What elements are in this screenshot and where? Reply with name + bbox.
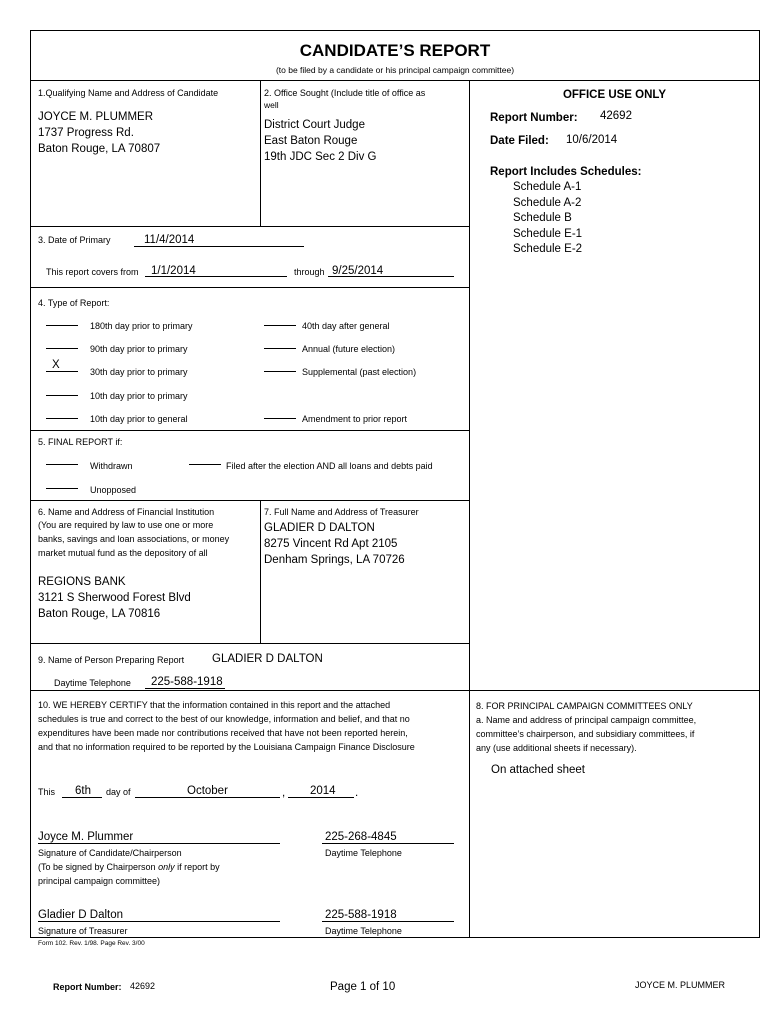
divider-office-column xyxy=(469,80,470,690)
candidate-signature-note: (To be signed by Chairperson only if report by xyxy=(38,862,220,872)
divider-sec6 xyxy=(30,500,469,501)
final-checkline xyxy=(46,488,78,489)
divider-sec6-sec7 xyxy=(260,500,261,643)
form-info: Form 102. Rev. 1/98. Page Rev. 3/00 xyxy=(38,940,145,947)
sec9-label: 9. Name of Person Preparing Report xyxy=(38,655,185,665)
final-withdrawn: Withdrawn xyxy=(90,461,133,471)
through-date-underline xyxy=(328,276,454,277)
office-parish: East Baton Rouge xyxy=(264,135,358,147)
report-type-amendment: Amendment to prior report xyxy=(302,414,408,424)
sec2-label: 2. Office Sought (Include title of office as xyxy=(264,88,426,98)
treasurer-street: 8275 Vincent Rd Apt 2105 xyxy=(264,538,398,550)
report-type-supplemental: Supplemental (past election) xyxy=(302,367,417,377)
day-of-label: day of xyxy=(106,787,131,797)
divider-sec5 xyxy=(30,430,469,431)
treasurer-signature-line xyxy=(38,921,280,922)
candidate-street: 1737 Progress Rd. xyxy=(38,127,134,139)
sec4-label: 4. Type of Report: xyxy=(38,298,110,308)
sign-year-underline xyxy=(288,797,354,798)
divider-sec4 xyxy=(30,287,469,288)
primary-date-underline xyxy=(134,246,304,247)
bank-name: REGIONS BANK xyxy=(38,576,126,588)
sign-day-underline xyxy=(62,797,102,798)
primary-date: 11/4/2014 xyxy=(144,234,195,246)
sec3-label: 3. Date of Primary xyxy=(38,235,111,245)
report-number-value: 42692 xyxy=(600,110,632,122)
divider-sec9 xyxy=(30,643,469,644)
treasurer-city: Denham Springs, LA 70726 xyxy=(264,554,405,566)
through-date: 9/25/2014 xyxy=(332,265,384,277)
date-filed-value: 10/6/2014 xyxy=(566,134,618,146)
final-filed-after: Filed after the election AND all loans and debts paid xyxy=(226,461,433,471)
covers-label: This report covers from xyxy=(46,267,139,277)
candidate-signature: Joyce M. Plummer xyxy=(38,831,134,843)
certify-text: expenditures have been made nor contributions received that have not been reported herein, xyxy=(38,728,408,738)
schedule-item: Schedule A-1 xyxy=(513,181,582,193)
preparer-phone: 225-588-1918 xyxy=(151,676,223,688)
report-type-checkline xyxy=(264,325,296,326)
preparer-phone-label: Daytime Telephone xyxy=(54,678,131,688)
report-subtitle: (to be filed by a candidate or his principal campaign committee) xyxy=(275,65,515,75)
sec6-note: (You are required by law to use one or more xyxy=(38,520,214,530)
sign-year: 2014 xyxy=(310,785,336,797)
schedule-item: Schedule E-1 xyxy=(513,228,583,240)
report-type-30-mark: X xyxy=(52,359,60,371)
treasurer-signature-label: Signature of Treasurer xyxy=(38,926,128,936)
candidate-phone-label: Daytime Telephone xyxy=(325,848,402,858)
report-type-checkline xyxy=(46,348,78,349)
divider-sec10 xyxy=(30,690,760,691)
divider-sec1-sec2 xyxy=(260,80,261,226)
date-filed-label: Date Filed: xyxy=(490,135,549,147)
report-type-30: 30th day prior to primary xyxy=(90,367,188,377)
report-type-annual: Annual (future election) xyxy=(302,344,396,354)
report-number-label: Report Number: xyxy=(490,112,578,124)
report-type-checkline xyxy=(264,371,296,372)
treasurer-phone-line xyxy=(322,921,454,922)
preparer-name: GLADIER D DALTON xyxy=(212,653,323,665)
footer-report-number: 42692 xyxy=(130,981,156,991)
report-type-checkline xyxy=(46,325,78,326)
sec6-note: market mutual fund as the depository of all xyxy=(38,548,208,558)
candidate-signature-line xyxy=(38,843,280,844)
candidate-signature-note-2: principal campaign committee) xyxy=(38,876,161,886)
from-date-underline xyxy=(145,276,287,277)
sec8-text: a. Name and address of principal campaign committee, xyxy=(476,715,697,725)
treasurer-name: GLADIER D DALTON xyxy=(264,522,375,534)
report-type-checkline xyxy=(46,395,78,396)
office-title: District Court Judge xyxy=(264,119,365,131)
page-number: Page 1 of 10 xyxy=(330,981,396,993)
report-type-checkline xyxy=(46,371,78,372)
report-type-180: 180th day prior to primary xyxy=(90,321,193,331)
report-type-checkline xyxy=(264,348,296,349)
divider-sec3 xyxy=(30,226,469,227)
candidate-phone-line xyxy=(322,843,454,844)
report-title: CANDIDATE’S REPORT xyxy=(299,41,491,60)
final-unopposed: Unopposed xyxy=(90,485,137,495)
sign-month: October xyxy=(187,785,228,797)
sec2-label-cont: well xyxy=(264,100,279,110)
report-frame xyxy=(30,30,760,938)
office-division: 19th JDC Sec 2 Div G xyxy=(264,151,377,163)
candidate-city: Baton Rouge, LA 70807 xyxy=(38,143,161,155)
divider-header xyxy=(30,80,760,81)
sec8-text: committee’s chairperson, and subsidiary committees, if xyxy=(476,729,695,739)
footer-candidate: JOYCE M. PLUMMER xyxy=(634,980,725,990)
comma: , xyxy=(282,787,286,799)
schedule-item: Schedule A-2 xyxy=(513,197,582,209)
certify-text: schedules is true and correct to the best of our knowledge, information and belief, and that no xyxy=(38,714,410,724)
sec8-label: 8. FOR PRINCIPAL CAMPAIGN COMMITTEES ONLY xyxy=(476,701,693,711)
report-type-checkline xyxy=(46,418,78,419)
report-type-40-after: 40th day after general xyxy=(302,321,390,331)
report-type-checkline xyxy=(264,418,296,419)
from-date: 1/1/2014 xyxy=(151,265,196,277)
bank-city: Baton Rouge, LA 70816 xyxy=(38,608,161,620)
treasurer-phone: 225-588-1918 xyxy=(325,909,397,921)
office-use-heading: OFFICE USE ONLY xyxy=(562,89,667,101)
treasurer-signature: Gladier D Dalton xyxy=(38,909,124,921)
report-type-10-general: 10th day prior to general xyxy=(90,414,188,424)
sign-month-underline xyxy=(135,797,280,798)
committee-value: On attached sheet xyxy=(491,764,585,776)
certify-text: 10. WE HEREBY CERTIFY that the information contained in this report and the attached xyxy=(38,700,391,710)
divider-sec8 xyxy=(469,690,470,938)
preparer-phone-underline xyxy=(145,688,225,689)
candidate-phone: 225-268-4845 xyxy=(325,831,397,843)
treasurer-phone-label: Daytime Telephone xyxy=(325,926,402,936)
period: . xyxy=(355,787,359,799)
sec8-text: any (use additional sheets if necessary). xyxy=(476,743,637,753)
schedule-item: Schedule E-2 xyxy=(513,243,583,255)
report-type-90: 90th day prior to primary xyxy=(90,344,188,354)
sec1-label: 1.Qualifying Name and Address of Candidate xyxy=(38,88,219,98)
sec7-label: 7. Full Name and Address of Treasurer xyxy=(264,507,419,517)
bank-street: 3121 S Sherwood Forest Blvd xyxy=(38,592,191,604)
sec5-label: 5. FINAL REPORT if: xyxy=(38,437,123,447)
sec6-note: banks, savings and loan associations, or money xyxy=(38,534,230,544)
final-checkline xyxy=(189,464,221,465)
candidate-name: JOYCE M. PLUMMER xyxy=(38,111,154,123)
candidate-signature-label: Signature of Candidate/Chairperson xyxy=(38,848,182,858)
sec6-label: 6. Name and Address of Financial Institution xyxy=(38,507,215,517)
schedules-heading: Report Includes Schedules: xyxy=(490,166,642,178)
certify-text: and that no information required to be reported by the Louisiana Campaign Finance Disclosure xyxy=(38,742,415,752)
schedule-item: Schedule B xyxy=(513,212,572,224)
through-label: through xyxy=(294,267,325,277)
sign-day: 6th xyxy=(75,785,91,797)
final-checkline xyxy=(46,464,78,465)
this-label: This xyxy=(38,787,56,797)
footer-report-number-label: Report Number: xyxy=(53,982,122,992)
report-type-10-primary: 10th day prior to primary xyxy=(90,391,188,401)
